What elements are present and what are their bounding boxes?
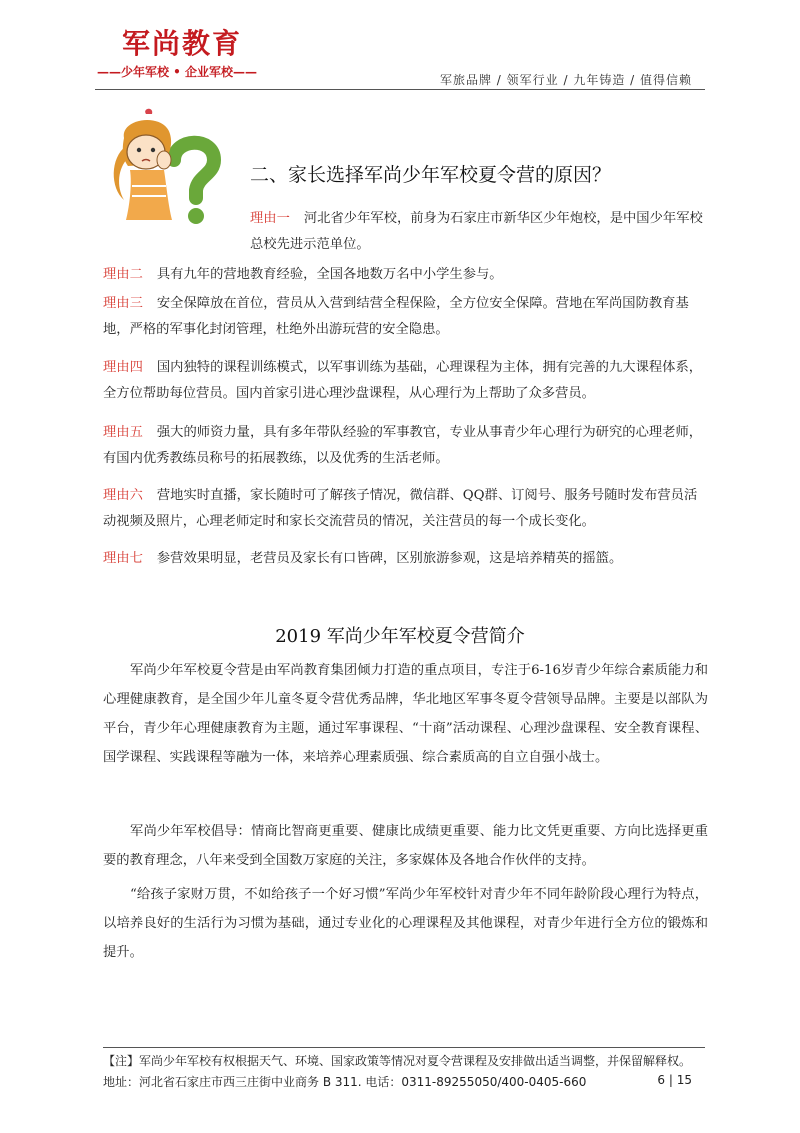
header-divider <box>95 89 705 90</box>
section-heading: 二、家长选择军尚少年军校夏令营的原因？ <box>250 164 612 186</box>
reason-tag: 理由五 <box>103 425 143 440</box>
logo-subtitle: ——少年军校 • 企业军校—— <box>97 65 258 79</box>
reason-text: 安全保障放在首位，营员从入营到结营全程保险，全方位安全保障。营地在军尚国防教育基地，严格的军事化封闭管理，杜绝外出游玩营的安全隐患。 <box>103 296 689 337</box>
reason-7 <box>103 546 708 572</box>
reason-text: 河北省少年军校，前身为石家庄市新华区少年炮校，是中国少年军校总校先进示范单位。 <box>250 211 703 252</box>
reason-6 <box>103 483 708 535</box>
reason-text: 营地实时直播，家长随时可了解孩子情况，微信群、QQ群、订阅号、服务号随时发布营员活动视频及照片，心理老师定时和家长交流营员的情况，关注营员的每一个成长变化。 <box>103 488 698 529</box>
logo-title: 军尚教育 <box>122 27 243 60</box>
reason-tag: 理由六 <box>103 488 143 503</box>
intro-paragraph: 军尚少年军校倡导：情商比智商更重要、健康比成绩更重要、能力比文凭更重要、方向比选择更重要的教育理念，八年来受到全国数万家庭的关注，多家媒体及各地合作伙伴的支持。 <box>103 824 708 868</box>
reason-text: 强大的师资力量，具有多年带队经验的军事教官，专业从事青少年心理行为研究的心理老师，有国内优秀教练员称号的拓展教练，以及优秀的生活老师。 <box>103 425 703 466</box>
page-number: 6 | 15 <box>657 1073 692 1087</box>
header-slogan: 军旅品牌 / 领军行业 / 九年铸造 / 值得信赖 <box>439 73 692 87</box>
reason-tag: 理由一 <box>250 211 290 226</box>
reason-3 <box>103 291 708 343</box>
reason-text: 具有九年的营地教育经验，全国各地数万名中小学生参与。 <box>156 267 503 282</box>
intro-paragraph: 军尚少年军校夏令营是由军尚教育集团倾力打造的重点项目，专注于6-16岁青少年综合素质能力和心理健康教育，是全国少年儿童冬夏令营优秀品牌，华北地区军事冬夏令营领导品牌。主要是以部队为平台，青少年心理健康教育为主题，通过军事课程、“十商”活动课程、心理沙盘课程、安全教育课程、国学课程、实践课程等融为一体，来培养心理素质强、综合素质高的自立自强小战士。 <box>103 663 708 765</box>
reason-text: 国内独特的课程训练模式，以军事训练为基础，心理课程为主体，拥有完善的九大课程体系，全方位帮助每位营员。国内首家引进心理沙盘课程，从心理行为上帮助了众多营员。 <box>103 360 703 401</box>
reason-tag: 理由三 <box>103 296 143 311</box>
footer-address: 地址：河北省石家庄市西三庄街中业商务 B 311. 电话：0311-89255050/400-0405-660 <box>103 1075 587 1089</box>
intro-title: 2019 军尚少年军校夏令营简介 <box>275 626 525 647</box>
reason-5 <box>103 420 708 472</box>
footer-divider <box>103 1047 705 1048</box>
reason-text: 参营效果明显，老营员及家长有口皆碑，区别旅游参观，这是培养精英的摇篮。 <box>156 551 623 566</box>
reason-4 <box>103 355 708 407</box>
reason-1 <box>250 206 705 258</box>
reason-tag: 理由七 <box>103 551 143 566</box>
intro-paragraph: “给孩子家财万贯，不如给孩子一个好习惯”军尚少年军校针对青少年不同年龄阶段心理行为特点，以培养良好的生活行为习惯为基础，通过专业化的心理课程及其他课程，对青少年进行全方位的锻炼和提升。 <box>103 887 708 960</box>
reason-tag: 理由二 <box>103 267 143 282</box>
thinking-girl-illustration <box>102 108 222 233</box>
reason-2 <box>103 262 708 288</box>
reason-tag: 理由四 <box>103 360 143 375</box>
footer-note: 【注】军尚少年军校有权根据天气、环境、国家政策等情况对夏令营课程及安排做出适当调整，并保留解释权。 <box>103 1054 692 1068</box>
